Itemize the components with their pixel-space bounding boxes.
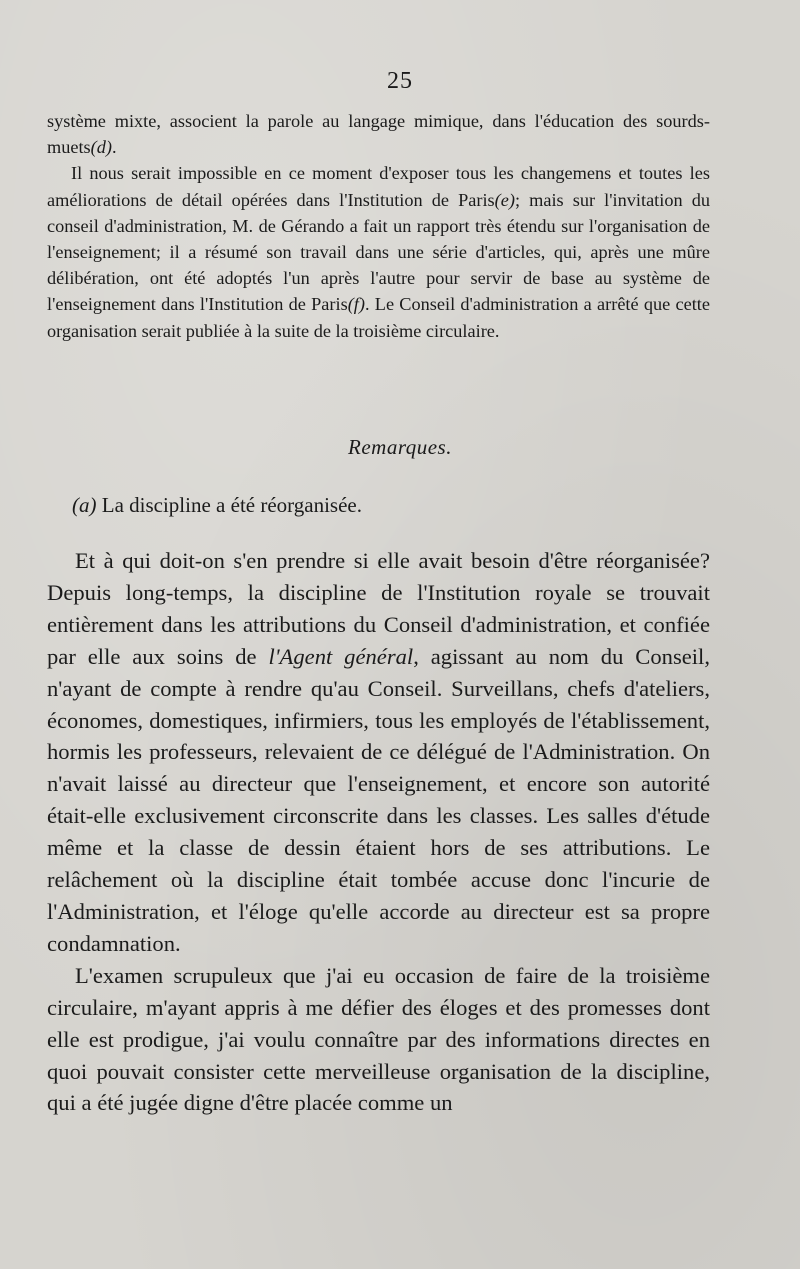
- intro-line1-end: .: [112, 137, 117, 158]
- intro-para2-part-a: Il nous serait impossible en ce moment d'exposer tous les changemens et toutes les améliorations de détail opérées dans l'Institution de Paris: [47, 163, 710, 210]
- body-para1-part-b: , agissant au nom du Conseil, n'ayant de compte à rendre qu'au Conseil. Surveillans, chefs d'ateliers, économes, domestiques, infirmiers, tous les employés de l'établissement, hormis les professeurs, relevaient de ce délégué de l'Administration. On n'avait laissé au directeur que l'enseignement, et encore son autorité était-elle exclusivement circonscrite dans les classes. Les salles d'étude même et la classe de dessin étaient hors de ses attributions. Le relâchement où la discipline était tombée accuse donc l'incurie de l'Administration, et l'éloge qu'elle accorde au directeur est sa propre condamnation.: [47, 643, 710, 956]
- body-para1-part-a: Et à qui doit-on s'en prendre si elle avait besoin d'être réorganisée? Depuis long-temps, la discipline de l'Institution royale se trouvait entièrement dans les attributions du Conseil d'administration, et confiée par elle aux soins de: [47, 548, 710, 669]
- section-heading: Remarques.: [348, 435, 452, 459]
- intro-para2-part-c: . Le Conseil d'administration a arrêté que cette organisation serait publiée à la suite de la troisième circulaire.: [47, 294, 710, 341]
- agent-general-term: l'Agent général: [268, 643, 414, 669]
- footnote-ref-e: (e): [494, 189, 515, 210]
- note-text: La discipline a été réorganisée.: [101, 493, 362, 517]
- intro-paragraph-2: [47, 160, 710, 343]
- page-number: 25: [387, 68, 413, 94]
- footnote-ref-f: (f): [347, 294, 365, 315]
- body-paragraph-1: [47, 545, 710, 960]
- note-marker: (a): [72, 493, 97, 517]
- intro-paragraph-1: [47, 108, 710, 160]
- remark-note: [72, 493, 362, 518]
- intro-line1-text: système mixte, associent la parole au langage mimique, dans l'éducation des sourds-muets: [47, 111, 710, 158]
- body-text-block: [47, 545, 710, 1119]
- intro-para2-part-b: ; mais sur l'invitation du conseil d'administration, M. de Gérando a fait un rapport très étendu sur l'organisation de l'enseignement; il a résumé son travail dans une série d'articles, qui, après une mûre délibération, ont été adoptés l'un après l'autre pour servir de base au système de l'enseignement dans l'Institution de Paris: [47, 189, 710, 315]
- intro-text-block: [47, 108, 710, 344]
- body-paragraph-2: L'examen scrupuleux que j'ai eu occasion de faire de la troisième circulaire, m'ayant appris à me défier des éloges et des promesses dont elle est prodigue, j'ai voulu connaître par des informations directes en quoi pouvait consister cette merveilleuse organisation de la discipline, qui a été jugée digne d'être placée comme un: [47, 962, 710, 1116]
- footnote-ref-d: (d): [90, 137, 112, 158]
